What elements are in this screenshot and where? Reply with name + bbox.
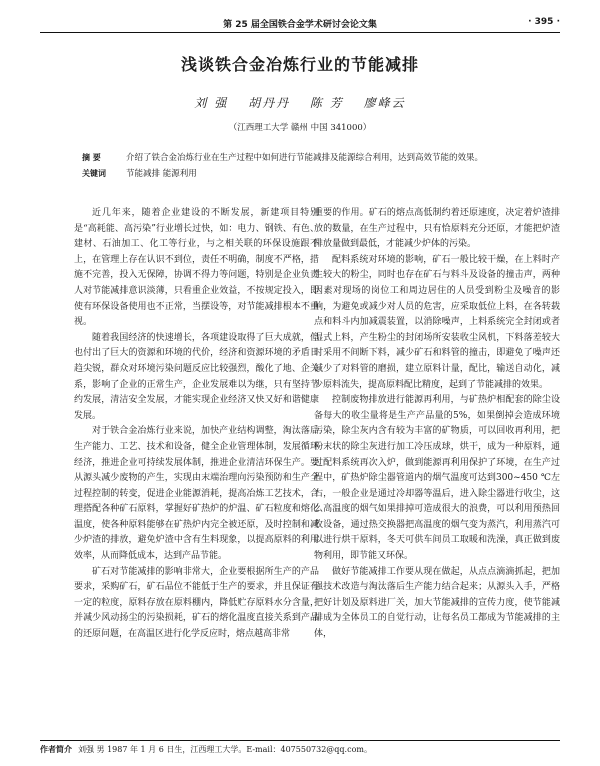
footnote-label: 作者简介: [40, 745, 72, 754]
author-footnote: [40, 740, 560, 755]
paragraph: 对于铁合金冶炼行业来说，加快产业结构调整，淘汰落后生产能力、工艺、技术和设备，健全企业管理体制，发展循环经济，推进企业可持续发展体制，推进企业清洁环保生产。要从源头减少废物的产生，实现由末端治理向污染预防和生产全过程控制的转变，促进企业能源消耗，提高冶炼工艺技术，合理搭配各种矿石原料，掌握好矿热炉的炉温、矿石粒度和熔化温度，使各种原料能够在矿热炉内完全被还原，及时控制和减少炉渣的排放，避免炉渣中含有生料现象，以提高原料的利用效率，从而降低成本，达到产品节能。: [74, 426, 319, 562]
keywords-text: 节能减排 能源利用: [126, 169, 197, 179]
conference-name: 第 25 届全国铁合金学术研讨会论文集: [223, 20, 377, 30]
right-column: [314, 206, 560, 643]
abstract-block: [82, 150, 560, 182]
abstract-text: 介绍了铁合金冶炼行业在生产过程中如何进行节能减排及能源综合利用，达到高效节能的效果。: [126, 153, 484, 163]
author-name: 陈 芳: [309, 96, 344, 110]
footnote-text: 刘强 男 1987 年 1 月 6 日生，江西理工大学。E-mail：407550732@qq.com。: [78, 745, 372, 754]
abstract-line: [82, 150, 560, 166]
left-column: [74, 206, 319, 643]
paragraph: 近几年来，随着企业建设的不断发展，新建项目特别是“高耗能、高污染”行业增长过快，如：电力、钢铁、有色、建材、石油加工、化工等行业，与之相关联的环保设施跟不上，在管理上存在认识不到位，责任不明确，制度不严格，措施不完善，投入无保障，协调不得力等问题，特别是企业负责人对节能减排意识淡薄，只看重企业效益，不按规定投入，即使有环保设备使用也不正常，当摆设等，对节能减排根本不重视。: [74, 208, 319, 328]
paragraph: 控制废物排放进行能源再利用，与矿热炉相配套的除尘设备每大的收尘量将是生产产品量的5%，如果倒掉会造成环境污染，除尘灰内含有较为丰富的矿物质，可以回收再利用，把粉末状的除尘灰进行加工冷压成球，烘干，成为一种原料，通过配料系统再次入炉，做到能源再利用保护了环境，在生产过程中，矿热炉除尘器管道内的烟气温度可达到300~450 ℃左右，一般企业是通过冷却器等温后，进入除尘器进行收尘，这么高温度的烟气如果排掉可造成很大的浪费，可以利用预热回收设备，通过热交换器把高温度的烟气变为蒸汽，利用蒸汽可以进行烘干原料，冬天可供车间员工取暖和洗澡，真正做到废物利用，即节能又环保。: [314, 395, 560, 562]
running-header: [40, 14, 560, 33]
page-number: · 395 ·: [528, 17, 560, 27]
keywords-label: 关键词: [82, 169, 106, 178]
paragraph: 矿石对节能减排的影响非常大，企业要根据所生产的产品要求，采购矿石，矿石品位不能低于生产的要求，并且保证有一定的粒度，原料存放在原料棚内，降低贮存原料水分含量，并减少风动扬尘的污染损耗，矿石的熔化温度直接关系到产品的还原问题，在高温区进行化学反应时，熔点越高非常: [74, 566, 319, 640]
author-name: 廖峰云: [363, 96, 406, 110]
author-name: 胡丹丹: [248, 96, 291, 110]
author-name: 刘 强: [194, 96, 229, 110]
paper-title: 浅谈铁合金冶炼行业的节能减排: [180, 55, 419, 74]
abstract-label: 摘 要: [82, 153, 101, 162]
paragraph: 配料系统对环境的影响，矿石一般比较干燥，在上料时产生较大的粉尘，同时也存在矿石与料斗及设备的撞击声，两种因素对现场的岗位工和周边居住的人员受到粉尘及噪音的影响，为避免或减少对人员的危害，应采取低位上料，在各转载点和料斗内加减震装置，以消除噪声，上料系统完全封闭或者湿式上料，产生粉尘的封闭场所安装收尘风机，下料落差较大时采用不间断下料，减少矿石和料管的撞击，即避免了噪声还减少了对料管的磨损，建立原料计量，配比，输送自动化，减少原料流失，提高原料配比精度，起到了节能减排的效果。: [314, 254, 560, 390]
author-list: [0, 94, 600, 111]
paragraph: 重要的作用。矿石的熔点高低制约着还原速度，决定着炉渣排放的数量，在生产过程中，只有恰原料充分还原，才能把炉渣排放量做到最低，才能减少炉体的污染。: [314, 208, 560, 250]
paragraph: 随着我国经济的快速增长，各项建设取得了巨大成就，但也付出了巨大的资源和环境的代价，经济和资源环境的矛盾日趋尖锐，群众对环境污染问题反应比较强烈，酸化了地、企关系，影响了企业的正常生产，企业发展难以为继，只有坚持节约发展，清洁安全发展，才能实现企业经济又快又好和谐健康发展。: [74, 332, 319, 421]
keywords-line: [82, 166, 560, 182]
affiliation: （江西理工大学 赣州 中国 341000）: [228, 123, 372, 133]
paragraph: 做好节能减排工作要从现在做起，从点点滴滴抓起，把加强技术改造与淘汰落后生产能力结合起来；从源头入手，严格把好计划及原料进厂关，加大节能减排的宣传力度，使节能减排成为全体员工的自觉行动，让每名员工都成为节能减排的主体，: [314, 566, 560, 640]
